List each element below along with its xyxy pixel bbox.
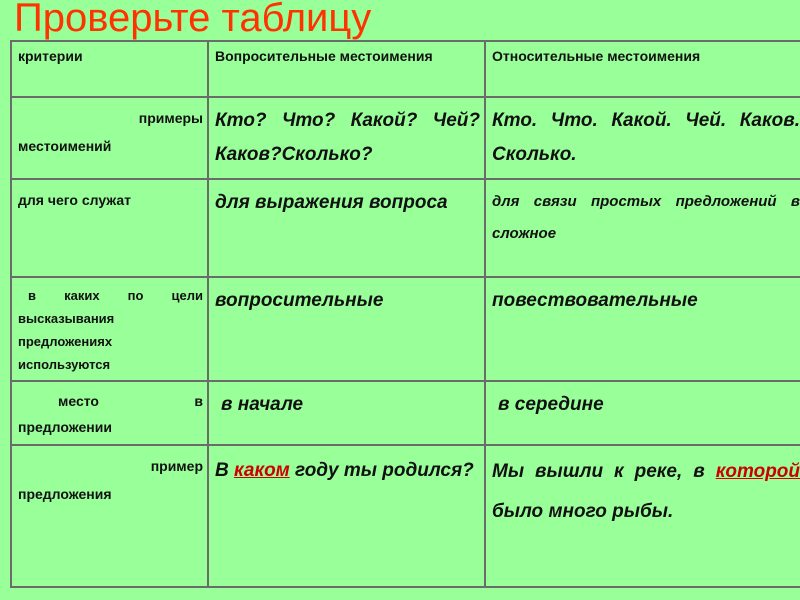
criterion-cell [11, 381, 208, 445]
interrogative-cell [208, 445, 485, 587]
criterion-line-1: в каких по цели [28, 288, 203, 303]
criterion-line-2: местоимений [18, 138, 112, 154]
criterion-cell [11, 179, 208, 277]
interrogative-cell: Кто? Что? Какой? Чей?Каков?Сколько? [208, 97, 485, 179]
relative-cell: для связи простых предложений в сложное [485, 179, 800, 277]
criterion-cell [11, 445, 208, 587]
example-text-end: году ты родился? [295, 460, 474, 481]
criterion-line-1: для чего служат [18, 192, 132, 208]
table-header-row [11, 41, 800, 97]
table-row [11, 445, 800, 587]
relative-cell: повествовательные [485, 277, 800, 381]
table-row [11, 179, 800, 277]
table-row [11, 97, 800, 179]
relative-cell [485, 445, 800, 587]
relative-cell: в середине [485, 381, 800, 445]
example-text-start: В [215, 460, 229, 481]
example-text-end: было много рыбы. [492, 501, 674, 522]
criterion-line-2: высказывания предложениях используются [18, 311, 115, 372]
criterion-line-1: место в [58, 393, 203, 409]
example-text-start: Мы вышли к реке, в [492, 461, 705, 482]
interrogative-cell: для выражения вопроса [208, 179, 485, 277]
highlighted-pronoun: каком [234, 460, 290, 481]
criterion-line-2: предложения [18, 486, 112, 502]
header-relative: Относительные местоимения [485, 41, 800, 97]
header-criteria: критерии [11, 41, 208, 97]
relative-cell: Кто. Что. Какой. Чей. Каков. Сколько. [485, 97, 800, 179]
table-row [11, 381, 800, 445]
criterion-cell [11, 97, 208, 179]
criterion-line-1: примеры [138, 110, 203, 126]
criterion-line-2: предложении [18, 419, 112, 435]
page-title: Проверьте таблицу [14, 0, 372, 40]
table-row [11, 277, 800, 381]
highlighted-pronoun: которой [715, 461, 800, 482]
interrogative-cell: вопросительные [208, 277, 485, 381]
header-interrogative: Вопросительные местоимения [208, 41, 485, 97]
criterion-line-1: пример [150, 458, 203, 474]
criterion-cell [11, 277, 208, 381]
comparison-table [10, 40, 800, 588]
interrogative-cell: в начале [208, 381, 485, 445]
